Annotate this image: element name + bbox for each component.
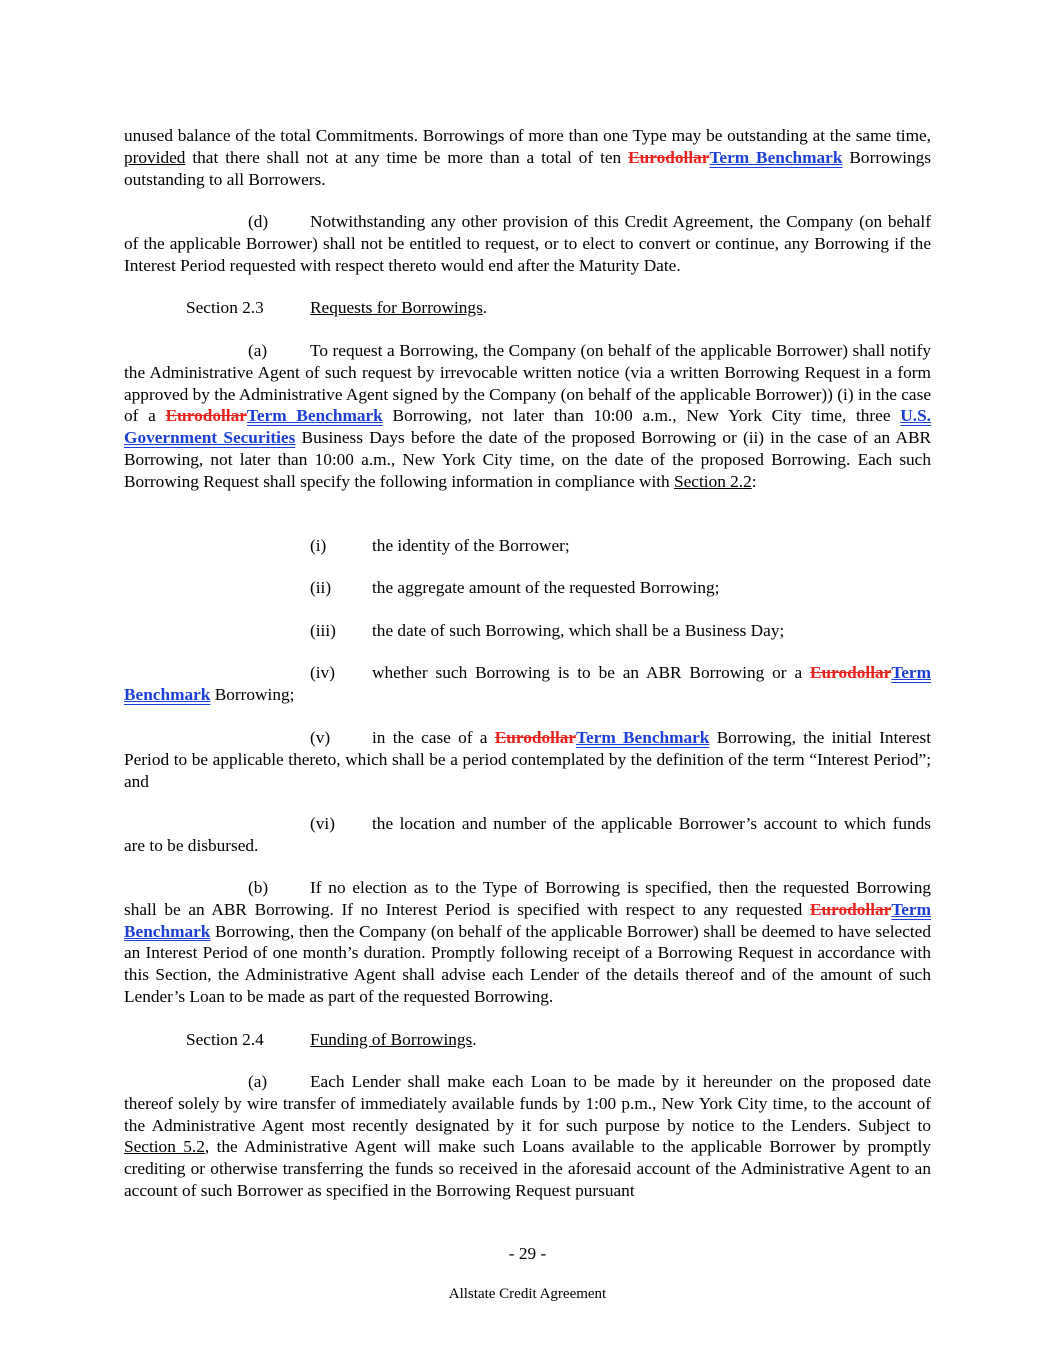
item-text: the identity of the Borrower; <box>372 536 570 555</box>
list-item <box>124 813 931 857</box>
item-text: the aggregate amount of the requested Borrowing; <box>372 578 720 597</box>
inserted-text: Term Benchmark <box>709 147 843 167</box>
page-number: - 29 - <box>508 1244 547 1263</box>
inserted-text: Term Benchmark <box>246 406 383 426</box>
section-heading <box>186 297 487 319</box>
item-text: the date of such Borrowing, which shall be a Business Day; <box>372 621 785 640</box>
provided-term: provided <box>124 147 186 167</box>
text: To request a Borrowing, the Company (on behalf of the applicable Borrower) shall notify the Administrative Agent of such request by irrevocable written notice (via a written Borrowing Request in a form approved by the Administrative Agent signed by the Company (on behalf of the applicable Borrower)) (i) in the case of a <box>124 341 931 426</box>
list-item <box>124 662 931 706</box>
text: , the Administrative Agent will make such Loans available to the applicable Borrower by promptly crediting or otherwise transferring the funds so received in the aforesaid account of the Administrative Agent to an account of such Borrower as specified in the Borrowing Request pursuant <box>124 1137 932 1200</box>
item-label: (ii) <box>310 578 332 597</box>
text: Borrowing, the initial Interest Period to be applicable thereto, which shall be a period contemplated by the definition of the term “Interest Period”; and <box>124 728 931 791</box>
paragraph-a <box>124 340 931 493</box>
deleted-text: Eurodollar <box>165 406 247 426</box>
section-heading <box>186 1029 477 1051</box>
deleted-text: Eurodollar <box>494 728 577 747</box>
clause-label: (a) <box>248 341 268 360</box>
inserted-text: Term Benchmark <box>576 728 710 747</box>
document-footer: Allstate Credit Agreement <box>448 1286 607 1302</box>
text: Borrowings outstanding to all Borrowers. <box>124 147 932 189</box>
text: Each Lender shall make each Loan to be made by it hereunder on the proposed date thereof solely by wire transfer of immediately available funds by 1:00 p.m., New York City time, to the account of the Administrative Agent most recently designated by it for such purpose by notice to the Lenders. Subject to <box>124 1072 931 1135</box>
text: : <box>751 471 757 491</box>
paragraph-d <box>124 211 931 276</box>
text: the location and number of the applicable Borrower’s account to which funds are to be disbursed. <box>124 814 931 855</box>
section-reference: Section 2.2 <box>674 471 752 491</box>
text: Notwithstanding any other provision of this Credit Agreement, the Company (on behalf of the applicable Borrower) shall not be entitled to request, or to elect to convert or continue, any Borrowing if the Interest Period requested with respect thereto would end after the Maturity Date. <box>124 212 931 275</box>
item-label: (v) <box>310 728 331 747</box>
item-label: (iv) <box>310 663 335 682</box>
section-title: Funding of Borrowings <box>310 1030 473 1049</box>
paragraph-a <box>124 1071 931 1202</box>
clause-label: (b) <box>248 878 269 897</box>
text: Borrowing, then the Company (on behalf of the applicable Borrower) shall be deemed to have selected an Interest Period of one month’s duration. Promptly following receipt of a Borrowing Request in accordance with this Section, the Administrative Agent shall advise each Lender of the details thereof and of the amount of such Lender’s Loan to be made as part of the requested Borrowing. <box>124 921 931 1006</box>
text: . <box>472 1030 477 1049</box>
section-reference: Section 5.2 <box>124 1137 205 1157</box>
clause-label: (d) <box>248 212 269 231</box>
text: If no election as to the Type of Borrowing is specified, then the requested Borrowing shall be an ABR Borrowing. If no Interest Period is specified with respect to any requested <box>124 878 931 919</box>
paragraph-b <box>124 877 931 1008</box>
item-label: (vi) <box>310 814 335 833</box>
section-title: Requests for Borrowings <box>310 298 483 317</box>
text: . <box>482 298 488 317</box>
text: in the case of a <box>372 728 495 747</box>
deleted-text: Eurodollar <box>810 899 892 919</box>
text: Business Days before the date of the proposed Borrowing or (ii) in the case of an ABR Borrowing, not later than 10:00 a.m., New York City time, on the date of the proposed Borrowing. Each such Borrowing Request shall specify the following information in compliance with <box>124 428 931 491</box>
list-item <box>124 727 931 792</box>
text: Borrowing; <box>210 684 295 704</box>
inserted-text: Term Benchmark <box>124 899 931 941</box>
item-label: (iii) <box>310 621 336 640</box>
list-item <box>310 577 931 599</box>
list-item <box>310 535 931 557</box>
paragraph-continuation <box>124 125 931 190</box>
text: Borrowing, not later than 10:00 a.m., New York City time, three <box>382 406 901 426</box>
inserted-text: Term Benchmark <box>124 663 931 704</box>
deleted-text: Eurodollar <box>810 663 892 682</box>
inserted-text: U.S. Government Securities <box>124 406 931 448</box>
text: unused balance of the total Commitments. Borrowings of more than one Type may be outstanding at the same time, <box>124 126 931 145</box>
text: whether such Borrowing is to be an ABR Borrowing or a <box>372 663 810 682</box>
section-number: Section 2.3 <box>186 298 264 317</box>
list-item <box>310 620 931 642</box>
section-number: Section 2.4 <box>186 1030 264 1049</box>
text: that there shall not at any time be more than a total of ten <box>185 147 629 167</box>
item-label: (i) <box>310 536 327 555</box>
clause-label: (a) <box>248 1072 268 1091</box>
deleted-text: Eurodollar <box>628 147 710 167</box>
